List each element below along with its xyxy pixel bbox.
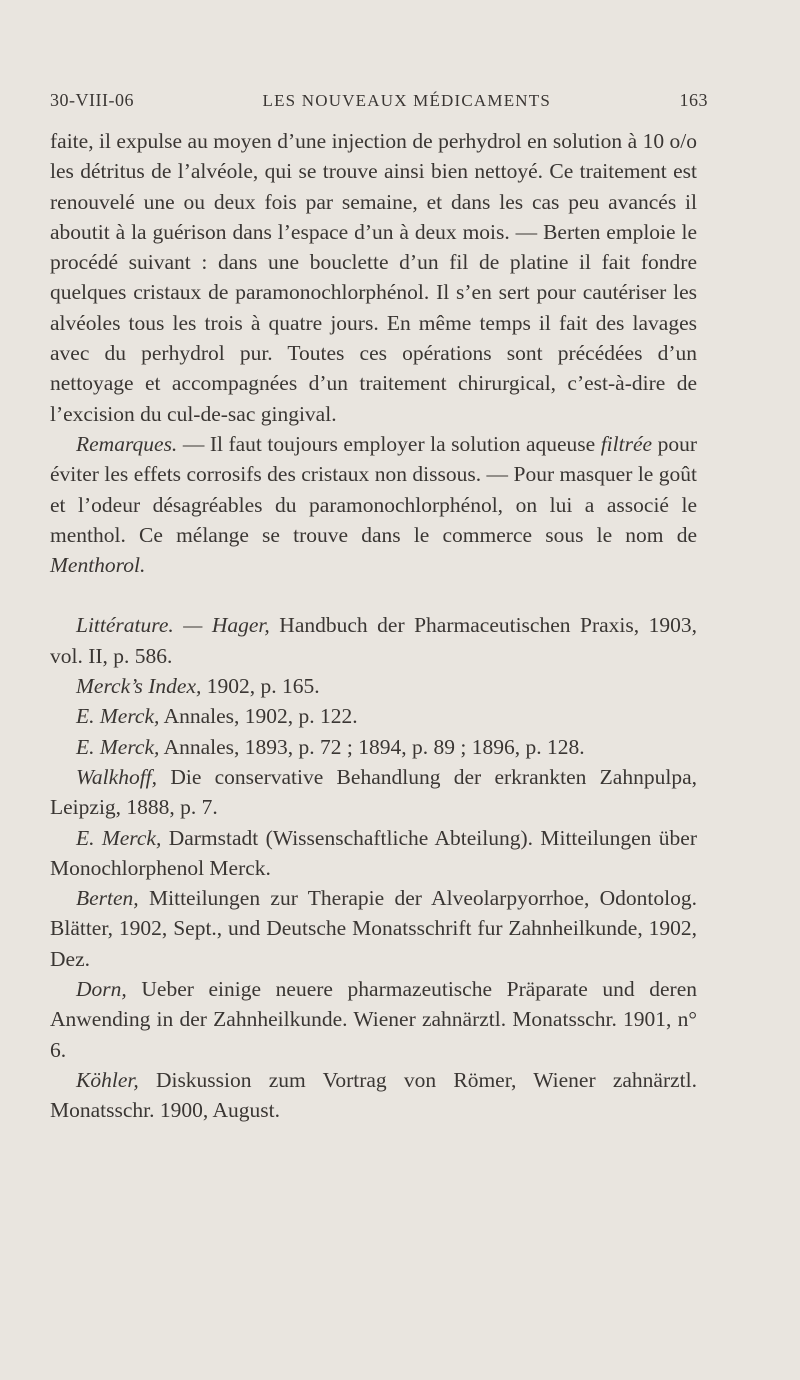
reference-item bbox=[50, 1065, 697, 1126]
section-gap bbox=[50, 580, 697, 610]
reference-item bbox=[50, 762, 697, 823]
remarks-paragraph bbox=[50, 429, 697, 580]
reference-item bbox=[50, 701, 697, 731]
reference-item bbox=[50, 883, 697, 974]
reference-author: Littérature. — Hager, bbox=[76, 613, 270, 638]
reference-text: Die conservative Behandlung der erkrankten Zahnpulpa, Leipzig, 1888, p. 7. bbox=[50, 764, 697, 820]
reference-author: E. Merck, bbox=[76, 704, 160, 729]
reference-author: Köhler, bbox=[76, 1067, 139, 1092]
reference-text: Handbuch der Pharmaceutischen Praxis, 1903, vol. II, p. 586. bbox=[50, 613, 697, 668]
remarks-label: Remarques. bbox=[76, 431, 178, 456]
reference-author: Berten, bbox=[76, 886, 139, 911]
reference-author: Merck’s Index, bbox=[76, 674, 202, 699]
reference-text: Mitteilungen zur Therapie der Alveolarpyorrhoe, Odontolog. Blätter, 1902, Sept., und Deutsche Monatsschrift fur Zahnheilkunde, 1902, Dez. bbox=[50, 886, 697, 971]
page-body bbox=[50, 126, 697, 1126]
remarks-text-1: — Il faut toujours employer la solution aqueuse bbox=[177, 431, 601, 456]
reference-author: E. Merck, bbox=[76, 734, 160, 759]
running-header bbox=[50, 90, 708, 111]
remarks-text-2: pour éviter les effets corrosifs des cristaux non dissous. — Pour masquer le goût et l’odeur désagréables du paramonochlorphénol, on lui a associé le menthol. Ce mélange se trouve dans le commerce sous le nom de bbox=[50, 431, 697, 547]
reference-text: Ueber einige neuere pharmazeutische Präparate und deren Anwending in der Zahnheilkunde. Wiener zahnärztl. Monatsschr. 1901, n° 6. bbox=[50, 977, 697, 1062]
reference-item bbox=[50, 974, 697, 1065]
reference-item bbox=[50, 823, 697, 884]
paragraph-continuation: faite, il expulse au moyen d’une injection de perhydrol en solution à 10 o/o les détritus de l’alvéole, qui se trouve ainsi bien nettoyé. Ce traitement est renouvelé une ou deux fois par semaine, et dans les cas peu avancés il aboutit à la guérison dans l’espace d’un à deux mois. — Berten emploie le procédé suivant : dans une bouclette d’un fil de platine il fait fondre quelques cristaux de paramonochlorphénol. Il s’en sert pour cautériser les alvéoles tous les trois à quatre jours. En même temps il fait des lavages avec du perhydrol pur. Toutes ces opérations sont précédées d’un nettoyage et accompagnées d’un traitement chirurgical, c’est-à-dire de l’excision du cul-de-sac gingival. bbox=[50, 129, 697, 426]
reference-text: Annales, 1902, p. 122. bbox=[159, 704, 358, 729]
header-title: LES NOUVEAUX MÉDICAMENTS bbox=[262, 91, 551, 110]
remarks-emphasis: filtrée bbox=[600, 431, 653, 456]
reference-text: 1902, p. 165. bbox=[201, 674, 320, 699]
reference-author: Walkhoff, bbox=[76, 764, 158, 789]
reference-text: Darmstadt (Wissenschaftliche Abteilung). Mitteilungen über Monochlorphenol Merck. bbox=[50, 825, 697, 880]
reference-author: E. Merck, bbox=[76, 825, 162, 850]
header-date: 30-VIII-06 bbox=[50, 90, 134, 110]
reference-item bbox=[50, 671, 697, 701]
reference-author: Dorn, bbox=[76, 977, 127, 1002]
reference-item bbox=[50, 732, 697, 762]
page-number: 163 bbox=[679, 90, 708, 110]
reference-item bbox=[50, 610, 697, 671]
reference-text: Annales, 1893, p. 72 ; 1894, p. 89 ; 1896, p. 128. bbox=[159, 734, 585, 759]
remarks-product-name: Menthorol. bbox=[50, 553, 146, 578]
reference-text: Diskussion zum Vortrag von Römer, Wiener zahnärztl. Monatsschr. 1900, August. bbox=[50, 1067, 697, 1123]
